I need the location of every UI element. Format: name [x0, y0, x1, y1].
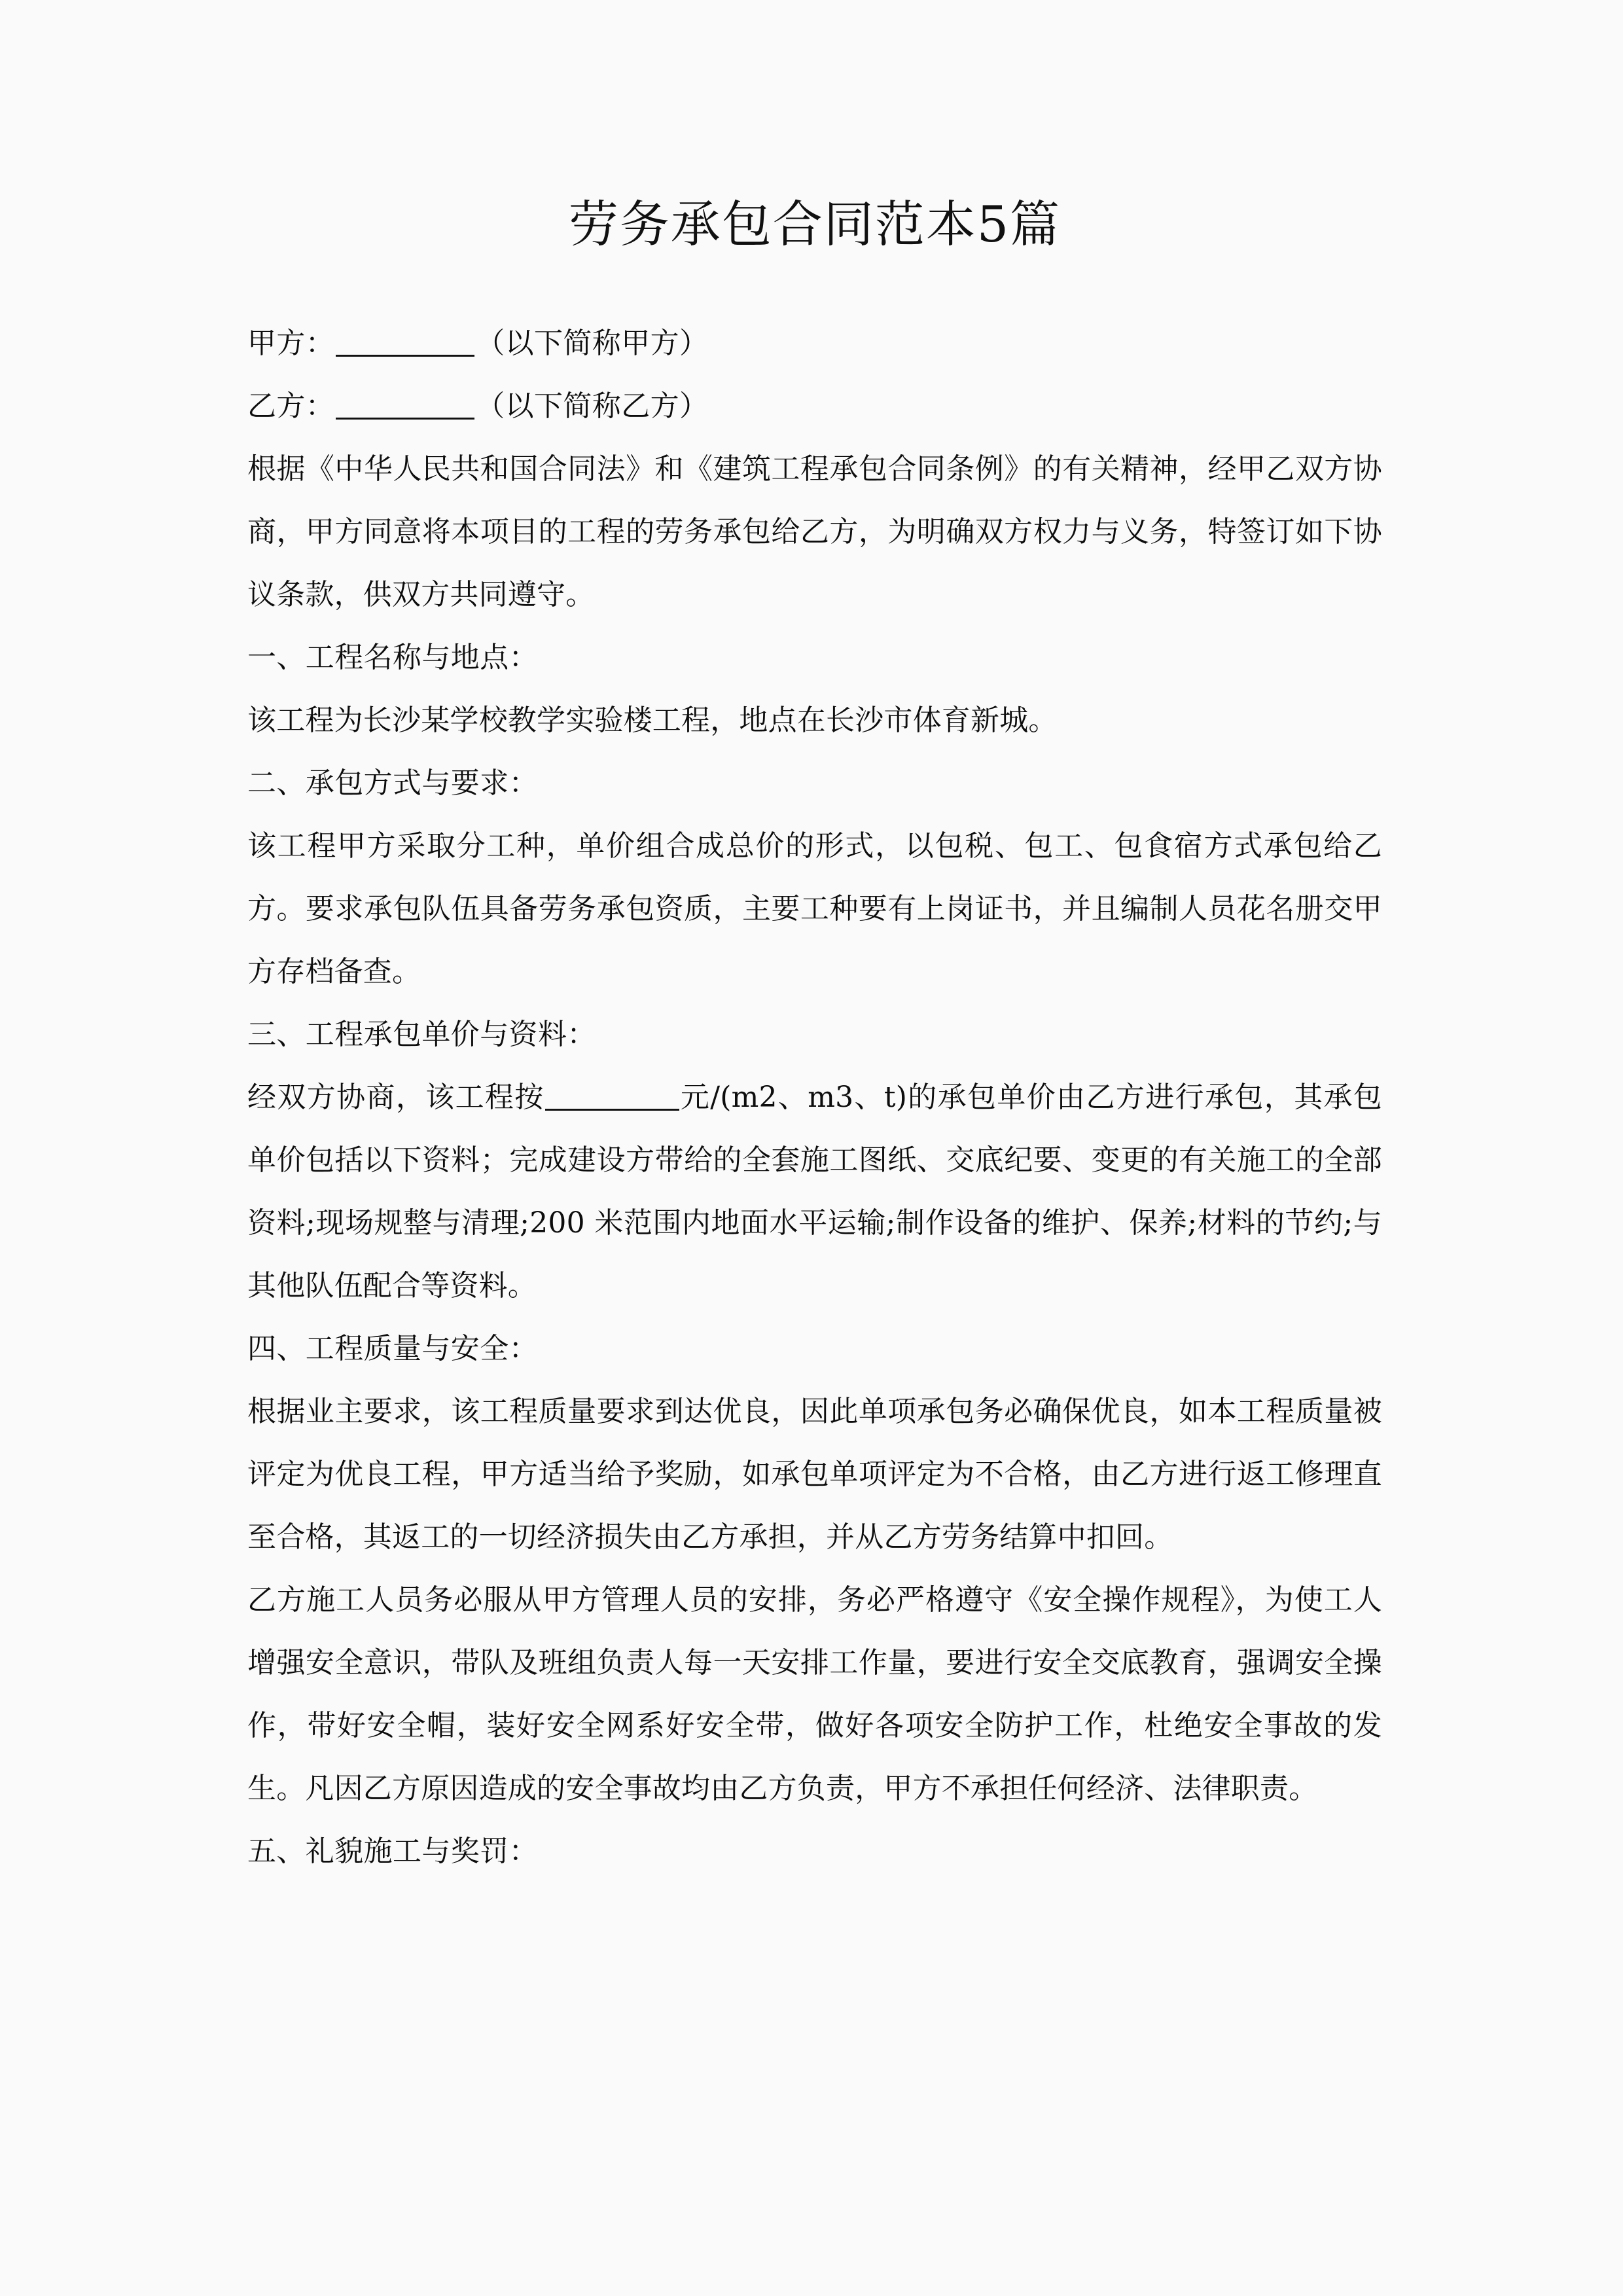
party-a-blank-field[interactable] [336, 332, 474, 357]
section-body-2: 该工程甲方采取分工种，单价组合成总价的形式，以包税、包工、包食宿方式承包给乙方。要求承包队伍具备劳务承包资质，主要工种要有上岗证书，并且编制人员花名册交甲方存档备查。 [247, 829, 1382, 988]
unit-price-prefix: 经双方协商，该工程按 [247, 1081, 544, 1114]
party-b-suffix: （以下简称乙方） [476, 389, 709, 423]
party-b-line [247, 375, 1382, 438]
preamble-paragraph: 根据《中华人民共和国合同法》和《建筑工程承包合同条例》的有关精神，经甲乙双方协商，甲方同意将本项目的工程的劳务承包给乙方，为明确双方权力与义务，特签订如下协议条款，供双方共同遵守。 [247, 452, 1382, 611]
section-heading-1: 一、工程名称与地点： [247, 641, 538, 674]
section-heading-4: 四、工程质量与安全： [247, 1332, 538, 1365]
section-body-3 [247, 1066, 1382, 1318]
section-heading-5: 五、礼貌施工与奖罚： [247, 1835, 538, 1868]
party-b-label: 乙方： [247, 389, 335, 423]
section-body-4-safety: 乙方施工人员务必服从甲方管理人员的安排，务必严格遵守《安全操作规程》，为使工人增强安全意识，带队及班组负责人每一天安排工作量，要进行安全交底教育，强调安全操作，带好安全帽，装好安全网系好安全带，做好各项安全防护工作，杜绝安全事故的发生。凡因乙方原因造成的安全事故均由乙方负责，甲方不承担任何经济、法律职责。 [247, 1583, 1382, 1805]
section-heading-3: 三、工程承包单价与资料： [247, 1018, 596, 1051]
party-a-suffix: （以下简称甲方） [476, 327, 709, 360]
document-body [247, 312, 1382, 1883]
unit-price-blank-field[interactable] [545, 1086, 679, 1111]
section-body-4: 根据业主要求，该工程质量要求到达优良，因此单项承包务必确保优良，如本工程质量被评定为优良工程，甲方适当给予奖励，如承包单项评定为不合格，由乙方进行返工修理直至合格，其返工的一切经济损失由乙方承担，并从乙方劳务结算中扣回。 [247, 1395, 1382, 1554]
document-content [247, 0, 1382, 1883]
party-a-label: 甲方： [247, 327, 335, 360]
party-a-line [247, 312, 1382, 375]
unit-price-suffix: 元/(m2、m3、t)的承包单价由乙方进行承包，其承包单价包括以下资料；完成建设方带给的全套施工图纸、交底纪要、变更的有关施工的全部资料;现场规整与清理;200 米范围内地面水平运输;制作设备的维护、保养;材料的节约;与其他队伍配合等资料。 [247, 1081, 1383, 1302]
section-heading-2: 二、承包方式与要求： [247, 766, 538, 800]
section-body-1: 该工程为长沙某学校教学实验楼工程，地点在长沙市体育新城。 [247, 704, 1058, 737]
page-title: 劳务承包合同范本5篇 [568, 195, 1061, 253]
party-b-blank-field[interactable] [336, 395, 474, 420]
